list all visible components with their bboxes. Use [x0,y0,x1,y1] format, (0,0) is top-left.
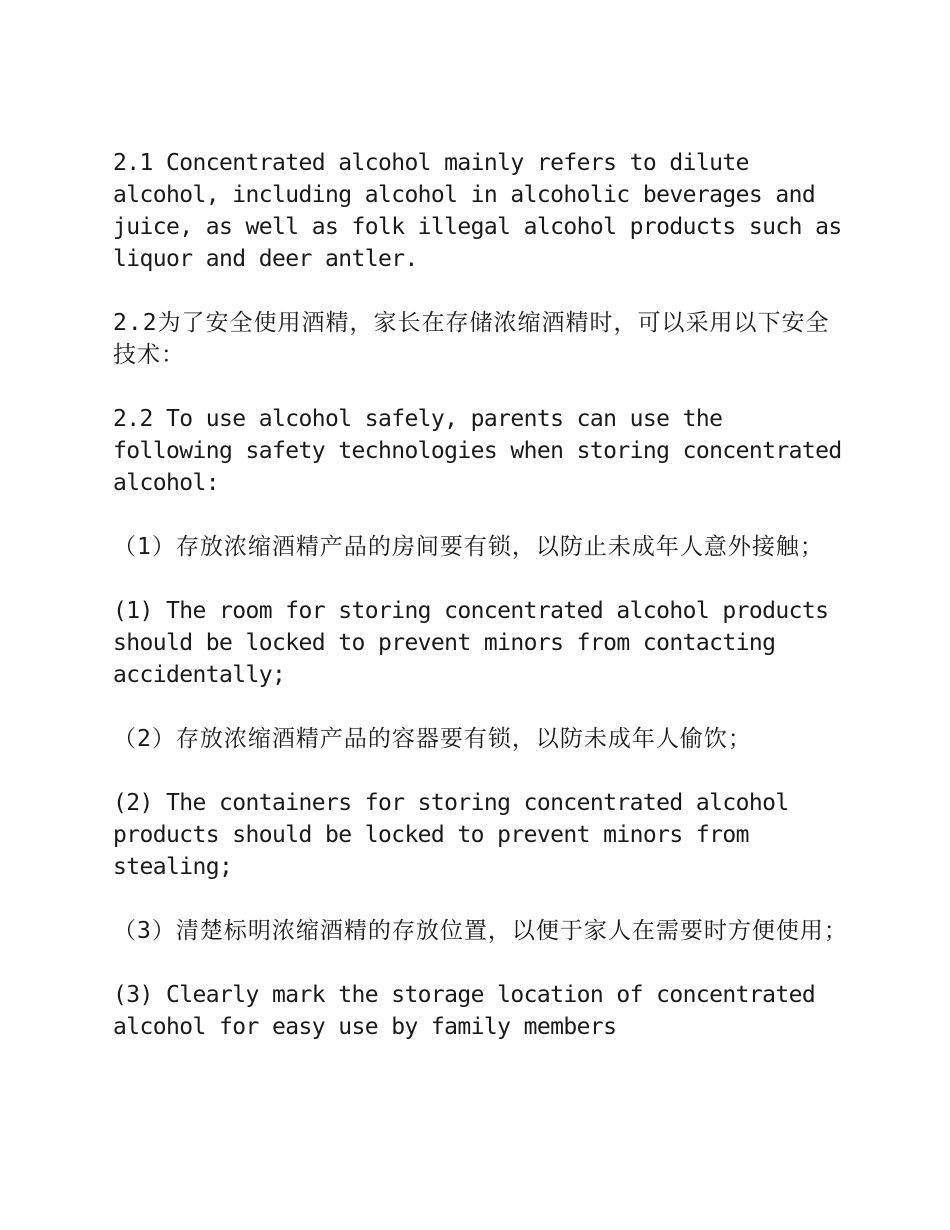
paragraph-2-1-en: 2.1 Concentrated alcohol mainly refers to dilute alcohol, including alcohol in alcoholic beverages and juice, as well as folk illegal alcohol products such as liquor and deer antler. [113,150,842,272]
paragraph-item-1-zh: （1）存放浓缩酒精产品的房间要有锁，以防止未成年人意外接触； [113,534,824,560]
paragraph-item-2-zh: （2）存放浓缩酒精产品的容器要有锁，以防未成年人偷饮； [113,726,752,752]
document-page [113,147,853,1075]
paragraph-item-3-zh: （3）清楚标明浓缩酒精的存放位置，以便于家人在需要时方便使用； [113,918,848,944]
paragraph-item-2-en: (2) The containers for storing concentrated alcohol products should be locked to prevent minors from stealing; [113,790,789,880]
paragraph-item-3-en: (3) Clearly mark the storage location of concentrated alcohol for easy use by family members [113,982,816,1040]
paragraph-item-1-en: (1) The room for storing concentrated alcohol products should be locked to prevent minors from contacting accidentally; [113,598,829,688]
paragraph-2-2-zh: 2.2为了安全使用酒精，家长在存储浓缩酒精时，可以采用以下安全技术： [113,310,830,368]
paragraph-2-2-en: 2.2 To use alcohol safely, parents can use the following safety technologies when storing concentrated alcohol: [113,406,842,496]
